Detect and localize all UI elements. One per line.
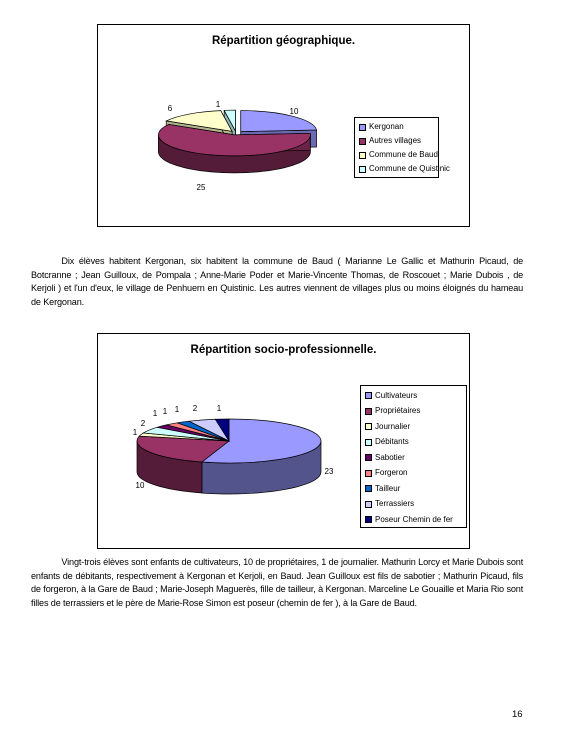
data-label: 1 <box>132 428 138 437</box>
chart-title: Répartition géographique. <box>211 35 356 47</box>
legend-swatch <box>365 501 372 508</box>
legend-item <box>359 148 438 162</box>
data-label: 10 <box>289 107 299 116</box>
socio-professional-chart <box>97 333 470 549</box>
chart-legend <box>354 117 450 178</box>
paragraph-text: Vingt-trois élèves sont enfants de cultivateurs, 10 de propriétaires, 1 de journalier. Mathurin Lorcy et Marie Dubois sont enfants de débitants, respectivement à Kergonan et Kerjoli, en Baud. Jean Guilloux est fils de sabotier ; Mathurin Picaud, fils de forgeron, à la Gare de Baud ; Marie-Joseph Maguerès, fille de tailleur, à Kergonan. Marceline Le Gouaille et Maria Rio sont filles de terrassiers et le père de Marie-Rose Simon est poseur (chemin de fer ), à la Gare de Baud. <box>31 557 524 609</box>
legend-swatch <box>359 166 366 173</box>
legend-label: Autres villages <box>369 136 422 145</box>
data-label: 23 <box>324 467 334 476</box>
legend-item <box>365 481 462 497</box>
page-number: 16 <box>512 709 523 720</box>
geographic-distribution-chart <box>97 24 470 227</box>
legend-label: Journalier <box>375 421 411 431</box>
data-label: 1 <box>174 405 180 414</box>
paragraph-residence <box>31 255 523 309</box>
data-label: 10 <box>135 481 145 490</box>
legend-label: Débitants <box>375 437 409 447</box>
pie-slice-kergonan <box>241 111 317 132</box>
legend-item <box>365 388 462 404</box>
legend-label: Commune de Quistinic <box>369 164 450 173</box>
legend-label: Kergonan <box>369 122 404 131</box>
legend-item <box>359 120 434 134</box>
legend-label: Terrassiers <box>375 499 415 509</box>
legend-swatch <box>365 485 372 492</box>
legend-item <box>359 162 450 176</box>
data-label: 1 <box>152 409 158 418</box>
legend-swatch <box>359 124 366 131</box>
data-label: 1 <box>215 100 221 109</box>
legend-label: Sabotier <box>375 452 405 462</box>
legend-item <box>365 512 462 528</box>
legend-swatch <box>365 470 372 477</box>
legend-label: Propriétaires <box>375 406 421 416</box>
legend-swatch <box>365 392 372 399</box>
legend-swatch <box>365 423 372 430</box>
legend-swatch <box>365 439 372 446</box>
legend-label: Cultivateurs <box>375 390 418 400</box>
data-label: 6 <box>167 104 173 113</box>
legend-item <box>365 497 462 513</box>
legend-label: Forgeron <box>375 468 408 478</box>
data-label: 2 <box>192 404 198 413</box>
legend-item <box>365 435 462 451</box>
paragraph-professions <box>31 556 523 610</box>
data-label: 25 <box>196 183 206 192</box>
legend-swatch <box>359 138 366 145</box>
chart-title: Répartition socio-professionnelle. <box>190 344 377 356</box>
legend-label: Commune de Baud <box>369 150 438 159</box>
legend-item <box>365 466 462 482</box>
legend-item <box>365 404 462 420</box>
paragraph-text: Dix élèves habitent Kergonan, six habitent la commune de Baud ( Marianne Le Gallic et Mathurin Picaud, de Botcranne ; Jean Guilloux, de Pompala ; Anne-Marie Poder et Marie-Vincente Thomas, de Roscouet ; Marie Dubois , de Kerjoli ) et l'un d'eux, le village de Penhuern en Quistinic. Les autres viennent de villages plus ou moins éloignés du hameau de Kergonan. <box>31 256 524 308</box>
legend-label: Tailleur <box>375 483 401 493</box>
legend-swatch <box>365 408 372 415</box>
legend-swatch <box>365 454 372 461</box>
legend-swatch <box>359 152 366 159</box>
legend-label: Poseur Chemin de fer <box>375 514 453 524</box>
chart-legend <box>360 385 467 528</box>
data-label: 1 <box>162 407 168 416</box>
data-label: 2 <box>140 419 146 428</box>
data-label: 1 <box>216 404 222 413</box>
legend-item <box>359 134 434 148</box>
legend-item <box>365 450 462 466</box>
legend-item <box>365 419 462 435</box>
legend-swatch <box>365 516 372 523</box>
